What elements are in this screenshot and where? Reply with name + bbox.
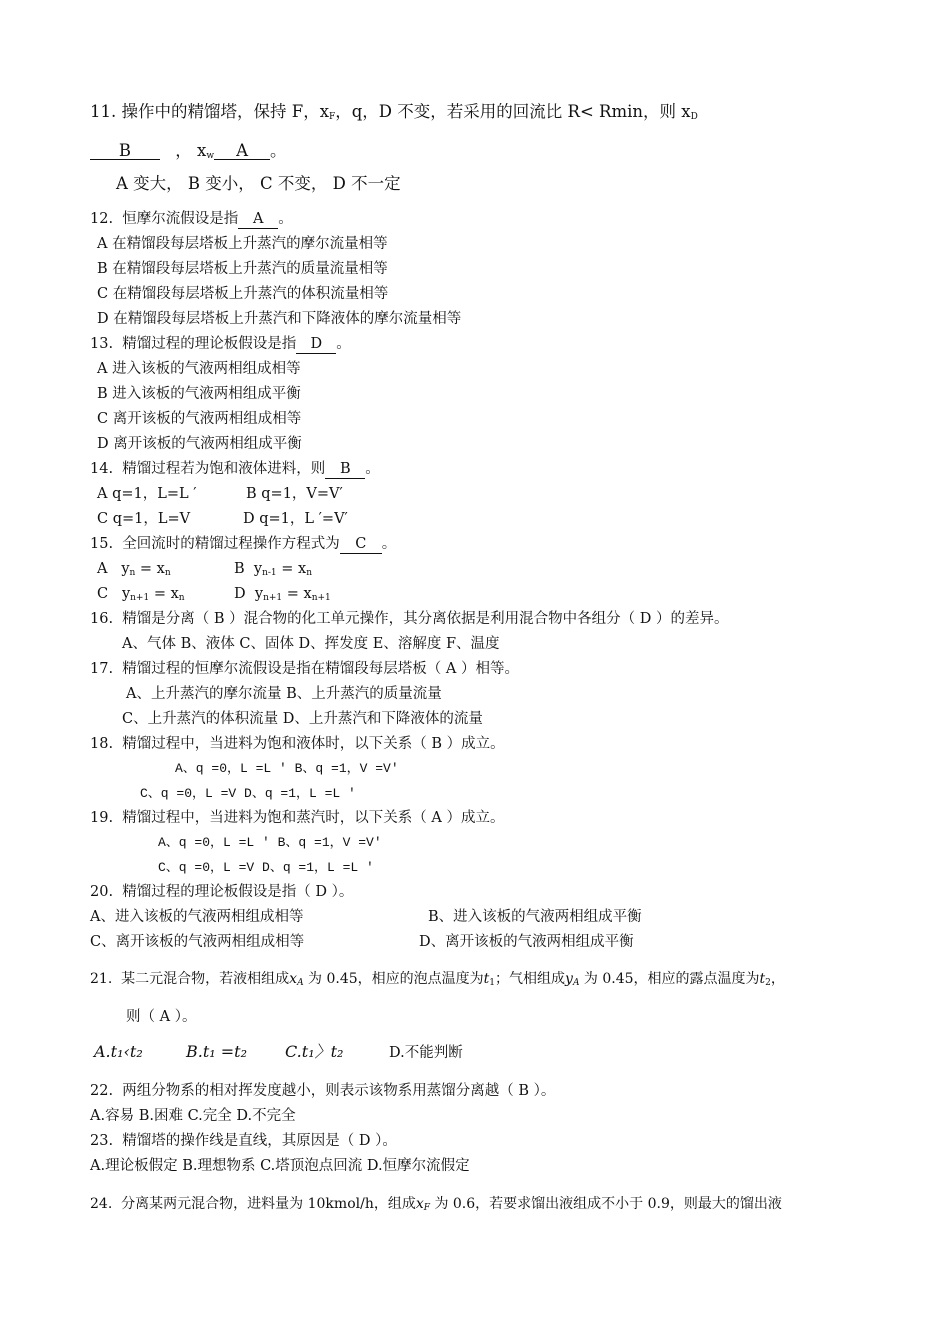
variable: t (483, 971, 490, 987)
q18-stem (90, 734, 505, 754)
q18-options-cd: C、q =0，L =V D、q =1，L =L ′ (140, 786, 356, 801)
question-text: 为 0.45，相应的露点温度为 (579, 971, 760, 987)
q11-stem (90, 102, 698, 127)
answer-blank: D (296, 336, 336, 354)
subscript: n+1 (130, 593, 150, 603)
q15-option-d (234, 584, 331, 608)
question-number: 19. (90, 810, 114, 826)
answer-blank: C (340, 536, 382, 554)
q12-option-d: D 在精馏段每层塔板上升蒸汽和下降液体的摩尔流量相等 (97, 311, 462, 327)
q23-stem (90, 1131, 397, 1151)
question-number: 15. (90, 536, 114, 552)
option-label: C (97, 586, 109, 602)
variable: y (565, 971, 573, 987)
punctuation: 。 (270, 141, 287, 160)
variable: y (121, 586, 131, 602)
subscript: n (306, 568, 312, 578)
q21-option-d: D.不能判断 (389, 1045, 463, 1061)
option-label: D (234, 586, 246, 602)
q16-stem (90, 609, 729, 629)
q20-option-c: C、离开该板的气液两相组成相等 (90, 934, 305, 950)
question-text: 精馏过程的理论板假设是指（ D ）。 (122, 884, 354, 900)
variable: x (415, 1196, 424, 1212)
variable: y (121, 561, 130, 577)
question-text: 某二元混合物，若液相组成 (121, 971, 290, 987)
question-number: 24. (90, 1196, 113, 1212)
punctuation: 。 (365, 461, 380, 477)
q16-options: A、气体 B、液体 C、固体 D、挥发度 E、溶解度 F、温度 (122, 636, 500, 652)
q21-option-a: A.t₁‹t₂ (94, 1042, 143, 1061)
q15-option-b (234, 559, 312, 583)
subscript: A (297, 978, 304, 988)
q20-option-b: B、进入该板的气液两相组成平衡 (428, 909, 642, 925)
subscript: F (423, 1203, 430, 1213)
q19-options-cd: C、q =0，L =V D、q =1，L =L ′ (158, 860, 374, 875)
equation: = x (282, 586, 312, 602)
question-number: 17. (90, 661, 114, 677)
subscript: n (164, 568, 171, 578)
q20-option-d: D、离开该板的气液两相组成平衡 (419, 934, 634, 950)
q11-answer-line (90, 141, 287, 166)
q21-answer-line: 则（ A ）。 (126, 1009, 197, 1025)
q13-option-c: C 离开该板的气液两相组成相等 (97, 411, 302, 427)
subscript: A (572, 978, 580, 988)
question-number: 23. (90, 1133, 114, 1149)
subscript: n-1 (262, 568, 277, 578)
q22-options: A.容易 B.困难 C.完全 D.不完全 (90, 1108, 296, 1124)
q12-option-a: A 在精馏段每层塔板上升蒸汽的摩尔流量相等 (97, 236, 388, 252)
question-text: 为 0.6，若要求馏出液组成不小于 0.9，则最大的馏出液 (430, 1196, 782, 1212)
q12-stem (90, 209, 293, 229)
variable: t (759, 971, 766, 987)
q13-option-a: A 进入该板的气液两相组成相等 (97, 361, 301, 377)
punctuation: 。 (278, 211, 293, 227)
option-label: A (97, 561, 108, 577)
question-text: 分离某两元混合物，进料量为 10kmol/h，组成 (121, 1196, 416, 1212)
question-text: 全回流时的精馏过程操作方程式为 (122, 536, 340, 552)
q11-options: A 变大， B 变小， C 不变， D 不一定 (116, 174, 401, 193)
answer-blank: A (238, 211, 278, 229)
q17-options-ab: A、上升蒸汽的摩尔流量 B、上升蒸汽的质量流量 (126, 686, 442, 702)
answer-blank: B (325, 461, 365, 479)
subscript: w (206, 151, 215, 161)
question-number: 16. (90, 611, 114, 627)
question-number: 13. (90, 336, 114, 352)
q20-stem (90, 882, 353, 902)
q13-option-d: D 离开该板的气液两相组成平衡 (97, 436, 302, 452)
question-text: 精馏过程的恒摩尔流假设是指在精馏段每层塔板（ A ）相等。 (122, 661, 519, 677)
question-text: 精馏过程中，当进料为饱和蒸汽时，以下关系（ A ）成立。 (122, 810, 505, 826)
punctuation: 。 (336, 336, 351, 352)
question-text: 为 0.45，相应的泡点温度为 (303, 971, 484, 987)
q17-options-cd: C、上升蒸汽的体积流量 D、上升蒸汽和下降液体的流量 (122, 711, 483, 727)
q15-option-a (97, 559, 171, 583)
question-text: 精馏是分离（ B ）混合物的化工单元操作，其分离依据是利用混合物中各组分（ D ）的差异。 (122, 611, 729, 627)
q17-stem (90, 659, 519, 679)
variable: y (253, 561, 263, 577)
equation: = x (149, 586, 179, 602)
question-number: 21. (90, 971, 113, 987)
q12-option-b: B 在精馏段每层塔板上升蒸汽的质量流量相等 (97, 261, 388, 277)
subscript: 1 (489, 978, 496, 988)
q14-option-c: C q=1，L=V (97, 511, 191, 527)
question-text: 精馏过程中，当进料为饱和液体时，以下关系（ B ）成立。 (122, 736, 505, 752)
q15-stem (90, 534, 396, 554)
subscript: D (690, 112, 698, 122)
subscript: n+1 (311, 593, 331, 603)
q19-stem (90, 808, 504, 828)
q24-stem (90, 1194, 782, 1218)
q14-option-a: A q=1，L=L ′ (97, 486, 197, 502)
punctuation: ， (770, 971, 785, 987)
option-label: B (234, 561, 245, 577)
q13-stem (90, 334, 351, 354)
question-text: 精馏过程的理论板假设是指 (122, 336, 297, 352)
answer-blank: A (214, 142, 270, 160)
q12-option-c: C 在精馏段每层塔板上升蒸汽的体积流量相等 (97, 286, 389, 302)
separator: ， (175, 141, 192, 160)
q14-option-d: D q=1，L ′=V′ (243, 511, 348, 527)
subscript: F (329, 112, 336, 122)
q18-options-ab: A、q =0，L =L ′ B、q =1，V =V′ (175, 761, 399, 776)
question-text: 精馏过程若为饱和液体进料，则 (122, 461, 326, 477)
q22-stem (90, 1081, 555, 1101)
question-text: 操作中的精馏塔，保持 F，x (121, 102, 329, 121)
q21-stem (90, 969, 785, 993)
answer-blank: B (90, 142, 160, 160)
variable: y (254, 586, 264, 602)
q14-option-b: B q=1，V=V′ (246, 486, 343, 502)
q20-option-a: A、进入该板的气液两相组成相等 (90, 909, 304, 925)
question-number: 18. (90, 736, 114, 752)
variable: x (289, 971, 298, 987)
subscript: 2 (765, 978, 771, 988)
punctuation: 。 (381, 536, 397, 552)
question-text: 精馏塔的操作线是直线，其原因是（ D ）。 (122, 1133, 397, 1149)
subscript: n (129, 568, 136, 578)
question-number: 14. (90, 461, 114, 477)
question-number: 20. (90, 884, 114, 900)
q14-stem (90, 459, 380, 479)
q21-option-b: B.t₁ =t₂ (186, 1042, 248, 1061)
equation: = x (135, 561, 165, 577)
subscript: n (178, 593, 185, 603)
equation: = x (276, 561, 307, 577)
question-text: 两组分物系的相对挥发度越小，则表示该物系用蒸馏分离越（ B ）。 (122, 1083, 556, 1099)
subscript: n+1 (263, 593, 283, 603)
q21-option-c: C.t₁〉t₂ (285, 1042, 344, 1061)
q13-option-b: B 进入该板的气液两相组成平衡 (97, 386, 301, 402)
q23-options: A.理论板假定 B.理想物系 C.塔顶泡点回流 D.恒摩尔流假定 (90, 1158, 470, 1174)
question-number: 22. (90, 1083, 114, 1099)
variable: x (197, 141, 207, 160)
question-text: 恒摩尔流假设是指 (122, 211, 239, 227)
question-text: ；气相组成 (495, 971, 566, 987)
question-text: ，q，D 不变，若采用的回流比 R< Rmin，则 x (335, 102, 691, 121)
question-number: 12. (90, 211, 114, 227)
question-number: 11. (90, 102, 117, 121)
q19-options-ab: A、q =0，L =L ′ B、q =1，V =V′ (158, 835, 382, 850)
q15-option-c (97, 584, 185, 608)
